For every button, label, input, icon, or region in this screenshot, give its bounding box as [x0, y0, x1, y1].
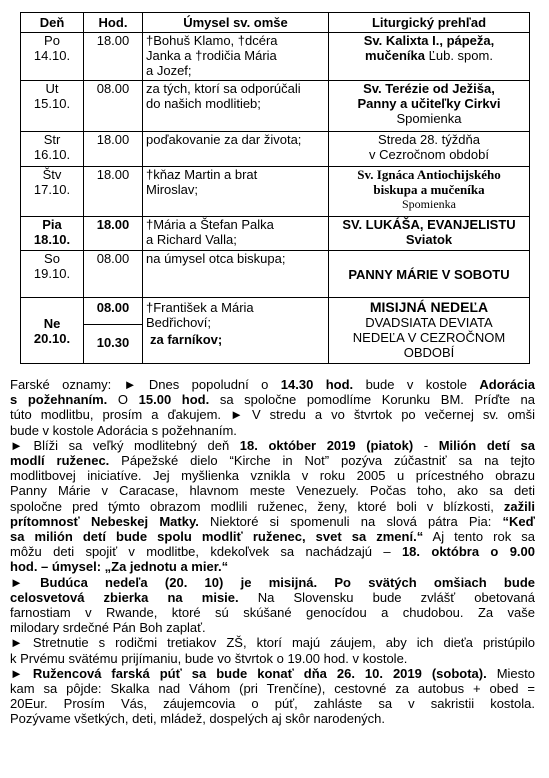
liturgy-line: Sv. Terézie od Ježiša, — [363, 81, 495, 96]
table-header-row — [21, 13, 530, 33]
announcement-adoration — [10, 377, 535, 438]
liturgy-cell — [329, 167, 530, 217]
announcement-line: farnostiam v Rwande, ktoré sú skúšané genocídou a chudobou. Za vaše — [10, 605, 535, 621]
mass-schedule-table — [20, 12, 530, 364]
day-name: Pia — [42, 217, 62, 232]
day-cell — [21, 217, 84, 251]
emphasis-text: zažili — [503, 498, 535, 514]
intention-cell — [143, 132, 329, 167]
mass-hour: 08.00 — [96, 300, 130, 315]
intention-line: Janka a †rodičia Mária — [146, 48, 277, 63]
day-cell — [21, 298, 84, 364]
header-hour: Hod. — [84, 13, 143, 33]
day-date: 20.10. — [33, 330, 71, 346]
liturgy-line: NEDEĽA V CEZROČNOM — [352, 330, 506, 345]
intention-cell — [143, 251, 329, 298]
emphasis-text: modlí ruženec. — [10, 453, 110, 469]
intention-line: †František a Mária — [146, 300, 254, 315]
day-name: Štv — [42, 167, 62, 182]
header-intention: Úmysel sv. omše — [143, 13, 329, 33]
announcement-line: k Prvému svätému prijímaniu, bude vo štvrtok o 19.00 hod. v kostole. — [10, 650, 408, 666]
intention-line: †kňaz Martin a brat — [146, 167, 258, 182]
liturgy-line: MISIJNÁ NEDEĽA — [369, 299, 489, 315]
hour-cell — [84, 217, 143, 251]
liturgy-cell — [329, 217, 530, 251]
announcement-line: túto modlitbu, prosím a ďakujem. ► V stredu a vo štvrtok po večernej sv. omši — [10, 407, 535, 423]
intention-line: Miroslav; — [146, 182, 199, 197]
announcement-line: modlitbovej iniciatíve. Jej myšlienka vznikla v roku 2005 u prícestného obrazu — [10, 468, 535, 484]
intention-cell — [143, 167, 329, 217]
liturgy-line: Spomienka — [396, 111, 462, 126]
day-date: 17.10. — [33, 182, 71, 197]
intention-line: Bedřichoví; — [146, 315, 212, 330]
announcement-pilgrimage — [10, 666, 535, 727]
announcement-line: sa milión detí bude spolu modliť ruženec, svet sa zmení.“ Aj tento rok sa — [10, 529, 535, 545]
emphasis-text: “Keď — [502, 513, 535, 529]
hour-cell — [84, 132, 143, 167]
intention-line: za tých, ktorí sa odporúčali — [146, 81, 301, 96]
announcement-line: ► Blíži sa veľký modlitebný deň 18. október 2019 (piatok) - Milión detí sa — [10, 437, 535, 453]
announcement-first-communion — [10, 635, 535, 665]
day-cell — [21, 132, 84, 167]
emphasis-text: s požehnaním. — [10, 392, 108, 408]
header-liturgy: Liturgický prehľad — [329, 13, 530, 33]
announcement-line: spoločne pred týmto obrazom modlili ruženec, ženy, ktoré boli v blízkosti, zažili — [10, 498, 535, 514]
announcement-line: bude v kostole Adorácia s požehnaním. — [10, 422, 237, 438]
mass-hour: 18.00 — [96, 167, 130, 182]
day-date: 15.10. — [33, 96, 71, 111]
announcement-line: kam sa pôjde: Skalka nad Váhom (pri Trenčíne), cestovné za autobus + obed = — [10, 681, 535, 697]
day-cell — [21, 33, 84, 81]
announcement-line: môžu deti spojiť v modlitbe, kdekoľvek sa nachádzajú – 18. októbra o 9.00 — [10, 544, 535, 560]
table-row — [21, 33, 530, 81]
liturgy-line: PANNY MÁRIE V SOBOTU — [348, 266, 510, 282]
liturgy-cell — [329, 298, 530, 364]
intention-cell — [143, 33, 329, 81]
emphasis-text: ► Budúca nedeľa (20. 10) je misijná. Po svätých omšiach bude — [10, 574, 535, 590]
emphasis-text: prítomnosť Nebeskej Matky. — [10, 513, 199, 529]
hour-cell — [84, 33, 143, 81]
day-cell — [21, 251, 84, 298]
intention-line: †Bohuš Klamo, †dcéra — [146, 33, 278, 48]
announcement-mission-sunday — [10, 575, 535, 636]
liturgy-martyr: mučeníka — [365, 48, 426, 63]
liturgy-line: Sv. Ignáca Antiochijského — [357, 167, 501, 182]
day-name: So — [44, 251, 60, 266]
liturgy-line: OBDOBÍ — [403, 345, 455, 360]
day-date: 14.10. — [33, 48, 71, 63]
mass-hour: 18.00 — [96, 132, 130, 147]
hour-cell — [84, 298, 143, 364]
announcement-line: ► Ružencová farská púť sa bude konať dňa 26. 10. 2019 (sobota). Miesto — [10, 665, 535, 681]
emphasis-text: 15.00 hod. — [138, 392, 210, 408]
table-row — [21, 132, 530, 167]
day-name: Ut — [45, 81, 59, 96]
liturgy-line: Streda 28. týždňa — [378, 132, 480, 147]
mass-hour: 18.00 — [96, 33, 130, 48]
day-date: 19.10. — [33, 266, 71, 281]
announcement-line: s požehnaním. O 15.00 hod. sa spoločne pomodlíme Korunku BM. Príďte na — [10, 392, 536, 408]
day-name: Po — [44, 33, 60, 48]
table-row — [21, 251, 530, 298]
day-date: 18.10. — [33, 232, 71, 247]
liturgy-line — [332, 48, 526, 63]
liturgy-line: SV. LUKÁŠA, EVANJELISTU — [342, 217, 516, 232]
emphasis-text: 14.30 hod. — [280, 377, 354, 392]
liturgy-cell — [329, 33, 530, 81]
mass-hour: 08.00 — [96, 251, 130, 266]
day-name: Str — [43, 132, 61, 147]
emphasis-text: celosvetová zbierka na misie. — [10, 589, 239, 605]
liturgy-cell — [329, 132, 530, 167]
intention-line: †Mária a Štefan Palka — [146, 217, 274, 232]
header-day: Deň — [21, 13, 84, 33]
day-name: Ne — [43, 315, 61, 331]
announcement-line: Farské oznamy: ► Dnes popoludní o 14.30 hod. bude v kostole Adorácia — [10, 377, 536, 392]
intention-cell — [143, 81, 329, 132]
emphasis-text: ► Ružencová farská púť sa bude konať dňa 26. 10. 2019 (sobota). — [10, 665, 487, 681]
intention-line: do našich modlitieb; — [146, 96, 261, 111]
intention-line: a Richard Valla; — [146, 232, 237, 247]
emphasis-text: Milión detí sa — [438, 437, 535, 453]
announcement-million-children — [10, 438, 535, 575]
announcement-line: Panny Márie v Caracase, hlavnom meste Venezuely. Počas toho, ako sa deti — [10, 483, 535, 499]
intention-cell — [143, 298, 329, 364]
announcement-line: ► Stretnutie s rodičmi tretiakov ZŠ, ktorí majú záujem, aby ich dieťa pristúpilo — [10, 635, 535, 651]
liturgy-line: Spomienka — [402, 197, 456, 211]
table-row — [21, 298, 530, 364]
emphasis-text: 18. október 2019 (piatok) — [239, 437, 414, 453]
intention-line: poďakovanie za dar života; — [146, 132, 302, 147]
day-cell — [21, 81, 84, 132]
announcement-line — [10, 575, 535, 590]
liturgy-rank: Ľub. spom. — [428, 48, 493, 63]
parish-announcements — [10, 377, 535, 727]
table-row — [21, 217, 530, 251]
liturgy-line: Sv. Kalixta I., pápeža, — [363, 33, 495, 48]
liturgy-cell — [329, 251, 530, 298]
liturgy-line: v Cezročnom období — [369, 147, 489, 162]
table-row — [21, 81, 530, 132]
hour-cell — [84, 251, 143, 298]
mass-hour: 18.00 — [96, 217, 130, 232]
liturgy-line: Panny a učiteľky Cirkvi — [357, 96, 501, 111]
intention-line: za farníkov; — [150, 332, 223, 347]
day-date: 16.10. — [33, 147, 71, 162]
hour-cell — [84, 167, 143, 217]
intention-line: a Jozef; — [146, 63, 192, 78]
emphasis-text: sa milión detí bude spolu modliť ruženec, svet sa zmení.“ — [10, 529, 424, 545]
intention-cell — [143, 217, 329, 251]
hour-cell — [84, 81, 143, 132]
mass-hour: 10.30 — [96, 335, 130, 350]
liturgy-cell — [329, 81, 530, 132]
liturgy-line: biskupa a mučeníka — [373, 182, 485, 197]
emphasis-text: Adorácia — [479, 377, 536, 392]
announcement-line: Pozývame všetkých, deti, mládež, dospelých aj skôr narodených. — [10, 711, 386, 727]
emphasis-text: 18. októbra o 9.00 — [401, 544, 535, 560]
announcement-line: 20Eur. Prosím Vás, záujemcovia o púť, zahláste sa v sakristii kostola. — [10, 696, 535, 712]
announcement-line: modlí ruženec. Pápežské dielo “Kirche in Not” pozýva zúčastniť sa na tejto — [10, 453, 535, 469]
day-cell — [21, 167, 84, 217]
intention-line: na úmysel otca biskupa; — [146, 251, 286, 266]
announcement-line: milodary srdečné Pán Boh zaplať. — [10, 620, 206, 636]
liturgy-line: Sviatok — [405, 232, 453, 247]
announcement-line: celosvetová zbierka na misie. Na Slovensku bude zvlášť obetovaná — [10, 589, 535, 605]
announcement-line — [10, 559, 535, 574]
announcement-line: prítomnosť Nebeskej Matky. Niektoré si spomenuli na slová pátra Pia: “Keď — [10, 513, 535, 529]
mass-hour: 08.00 — [96, 81, 130, 96]
emphasis-text: hod. – úmysel: „Za jednotu a mier.“ — [10, 559, 229, 575]
table-row — [21, 167, 530, 217]
liturgy-line: DVADSIATA DEVIATA — [365, 315, 493, 330]
